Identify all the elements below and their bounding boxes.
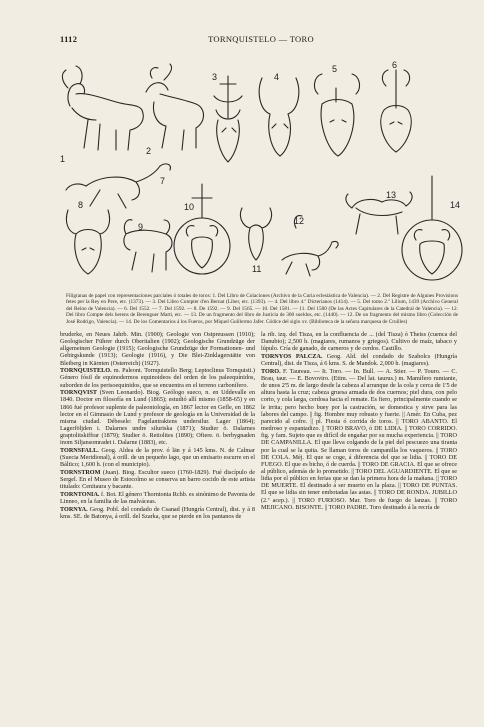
figure-label-4: 4 xyxy=(274,72,280,82)
entry-headword: TORNSTROM xyxy=(60,468,101,476)
figure-label-1: 1 xyxy=(60,154,66,164)
watermark-bull-1 xyxy=(62,66,143,150)
watermark-bull-head-11 xyxy=(240,208,271,260)
entry-text: m. Paleont. Tornquistello Berg; Leptoclinus Tornquisti.) Género fósil de equinodermos equinoideos del orden de los paleequínidos, suborden de los perisoequinidos, que se encuentra en el terreno carbonífero. xyxy=(60,367,255,389)
entry-tornstrom xyxy=(60,469,255,490)
entry-headword: TORNTONIA. xyxy=(60,490,100,498)
entry-text: F. Taureau. — It. Toro. — In. Bull. — A. Stier. — P. Touro. — C. Brau, taur. — E. Bovoviro. (Etim. — Del lat. taurus.) m. Mamífero rumiante, de unos 2'5 m. de largo desde la cabeza al arranque de la cola y cerca de 1'5 de altura hasta la cruz; cabeza gruesa armada de dos cuernos; piel dura, con pelo corto, y cola larga, cerdosa hacia el remate. Es fiero, principalmente cuando se le irrita; pero hecho buey por la castración, se domestica y sirve para las labores del campo. || fig. Hombre muy robusto y fuerte. || Amér. En Cuba, pez parecido al cofre. || pl. Fiesta ó corrida de toros. || TORO ABANTO. El medroso y espantadizo. || TORO BRAVO, ó DE LIDIA. || TORO CORRIDO. fig. y fam. Sujeto que es difícil de engañar por su mucha experiencia. || TORO DE CAMPANILLA. El que lleva colgando de la piel del pescuezo una tiranta por la cual se la quita. Se llaman toros de campanilla los vaqueros. || TORO DE COLA. Méj. El que se coge, á diferencia del que se lidia. || TORO DE FUEGO. El que es bicho, ó de cuerda. || TORO DE GRACIA. El que se ofrece al público, además de lo prometido. || TORO DEL AGUARDIENTE. El que se lidia por el público en ferias que se dan la primera hora de la mañana. || TORO DE MUERTE. El destinado á ser muerto en la plaza. || TORO DE PUNTAS. El que se lidia sin tener embotadas las astas. || TORO DE RONDA. JUBILLO (2.ª acep.). || TORO FURIOSO. Mar. Toro de fuego de lanzas. || TORO MEJICANO. BISONTE. || TORO PADRE. Toro destinado á la recría de xyxy=(261,367,457,511)
entry-toro xyxy=(261,368,457,511)
figure-label-14: 14 xyxy=(450,200,461,210)
entry-text: Geog. Ald. del condado de Szabolcs (Hungría Central), dist. de Tisza, á 6 kms. S. de Mandok. 2,000 h. (magiares). xyxy=(261,352,457,368)
entry-headword: TORNQVIST xyxy=(60,389,98,397)
watermark-bull-head-5 xyxy=(315,74,360,156)
watermark-circle-rod-14 xyxy=(402,176,462,280)
figure-label-13: 13 xyxy=(386,190,397,200)
figure-label-3: 3 xyxy=(212,72,218,82)
entry-tornqvist xyxy=(60,389,255,446)
entry-text: f. Bot. El género Thorntonia Rchb. es sinónimo de Pavonia de Linneo, en la familia de las malváceas. xyxy=(60,490,255,506)
watermark-cross-3 xyxy=(214,76,242,162)
figure-label-6: 6 xyxy=(392,60,398,70)
entry-headword: TORNYA. xyxy=(60,505,88,513)
page-number: 1112 xyxy=(60,34,78,44)
figure-label-8: 8 xyxy=(78,200,84,210)
entry-tornyos-palcza xyxy=(261,353,457,367)
watermark-bull-head-6 xyxy=(381,70,411,152)
entry-continuation xyxy=(261,331,457,352)
entry-text: (Juan). Biog. Escultor sueco (1760-1829). Fué discípulo de Sergel. En el Museo de Estocolmo se conserva un barro cocido de este artista titulado: Cenitaura y bacante. xyxy=(60,468,255,491)
entry-text: la rib. izq. del Tisza, en la confluencia de ... (del Tisza) ó Theiss (cuenca del Danubio); 2,500 h. (magiares, rumanos y griegos). Cultivo de maíz, tabaco y lúpulo. Cría de ganado, de carneros y de cerdos. Castillo. xyxy=(261,331,457,353)
watermark-circle-cross-10 xyxy=(174,184,230,274)
entry-text: Geog. Pobl. del condado de Csanad (Hungría Central), dist. y á 8 kms. SE. de Batonya, á orill. del Szarka, que se pierde en los pantanos de xyxy=(60,505,255,520)
watermark-bull-head-4 xyxy=(259,78,299,156)
entry-headword: TORNYOS PALCZA. xyxy=(261,352,323,360)
running-header xyxy=(60,34,462,48)
entry-tornsfall xyxy=(60,447,255,468)
figure-label-9: 9 xyxy=(138,222,144,232)
figure-label-2: 2 xyxy=(146,146,152,156)
entry-text: bruderke, en Neues Jahrb. Min. (1900); Geologie von Ostpreussen (1910); Geologischer Führer durch Oberitalien (1902); Geologische Grundzüge der allgemeinen Geologie (1915); Geologische Grundzüge der Formationen- und Gebirgskunde (1913); Geologie (1916), y Die Blei-Zinklagerstätte von Bleiberg in Kärnten (Osterreich) (1927). xyxy=(60,331,255,367)
entry-tornya xyxy=(60,506,255,520)
figure-label-11: 11 xyxy=(252,264,262,274)
watermark-bull-9 xyxy=(124,220,172,272)
entry-headword: TORO. xyxy=(261,367,281,375)
entry-text: (Sven Leonardo). Biog. Geólogo sueco, n. en Uddevalle en 1840. Doctor en filosofía en Lund (1865); estudió allí mismo (1858-65) y en 1866 fué profesor suplente de paleontología, en 1867 lector en Gefle, en 1862 lector en el Gimnasio de Lund y profesor de geología en la Universidad de la misma ciudad. Débesele: Fagelantraktens undersilur. Lager (1864); Lagerföljden i. Dalarnes undre siluriska (1871); Studier ö. Dalarnes graptolitskiffrar (1879); Studier ö. Retiolites (1890); Oftere. ö. berbygnaden inom Siljansomradet i. Dalarne (1883), etc. xyxy=(60,389,255,447)
running-title: TORNQUISTELO — TORO xyxy=(208,34,314,44)
entry-continuation xyxy=(60,331,255,367)
entry-torntonia xyxy=(60,491,255,505)
entry-text: Geog. Aldea de la prov. ó län y á 145 kms. N. de Calmar (Suecia Meridional), á orill. de un pequeño lago, que un emisario escurre en el Báltico; 1,600 h. (con el municipio). xyxy=(60,447,255,469)
entry-headword: TORNSFALL. xyxy=(60,447,99,454)
left-column xyxy=(60,331,255,521)
watermark-bull-12 xyxy=(282,216,338,276)
figure-label-12: 12 xyxy=(294,216,305,226)
figure-label-5: 5 xyxy=(332,64,338,74)
figure-caption: Filigranas de papel con representaciones parciales ó totales de toros: 1. Del Libro de Colaciones (Archivo de la Curia eclesiástica de Valencia). — 2. Del Registre de Algunes Provisions fetes per la Rey en Pere, etc. (1373). — 3. Del Libro Compter d'en Bernat (Liber, etc. (1393). — 4. Del libro 4.º Dicterianos (1414). — 5. Del tomo 2.º Lilium, 1439 (Archivo General del Reino de Valencia). — 6. Del 1552. — 7. Del 1592. — 8. De 1592. — 9. Del 1565. — 10. Del 1581. — 11. Del 1500 (De las Actes Capitulares de la Catedral de Valencia). — 12. Del libro Compte dels herens de Berenguer Marti, etc. — 13. De un fragmento del libro de Justicia de 300 sueldos, etc. (1440). — 12. De un fragmento del mismo libro (Colección de José Rodrigo, Valencia). — 14. De los Comentarios á los Fueros, por Miquel Guillermo Jafer. Códice del siglo xv. (Biblioteca de la señora marquesa de Cruilles) xyxy=(66,293,458,325)
watermark-bull-2 xyxy=(146,64,204,150)
right-column xyxy=(261,331,457,511)
figure-label-10: 10 xyxy=(184,202,195,212)
watermark-bull-13 xyxy=(346,192,412,234)
figure-label-7: 7 xyxy=(160,176,166,186)
entry-headword: TORNQUISTELO. xyxy=(60,367,112,375)
watermark-figure-plate xyxy=(56,58,464,290)
watermark-bull-head-8 xyxy=(66,210,109,274)
entry-tornquistelo xyxy=(60,367,255,388)
